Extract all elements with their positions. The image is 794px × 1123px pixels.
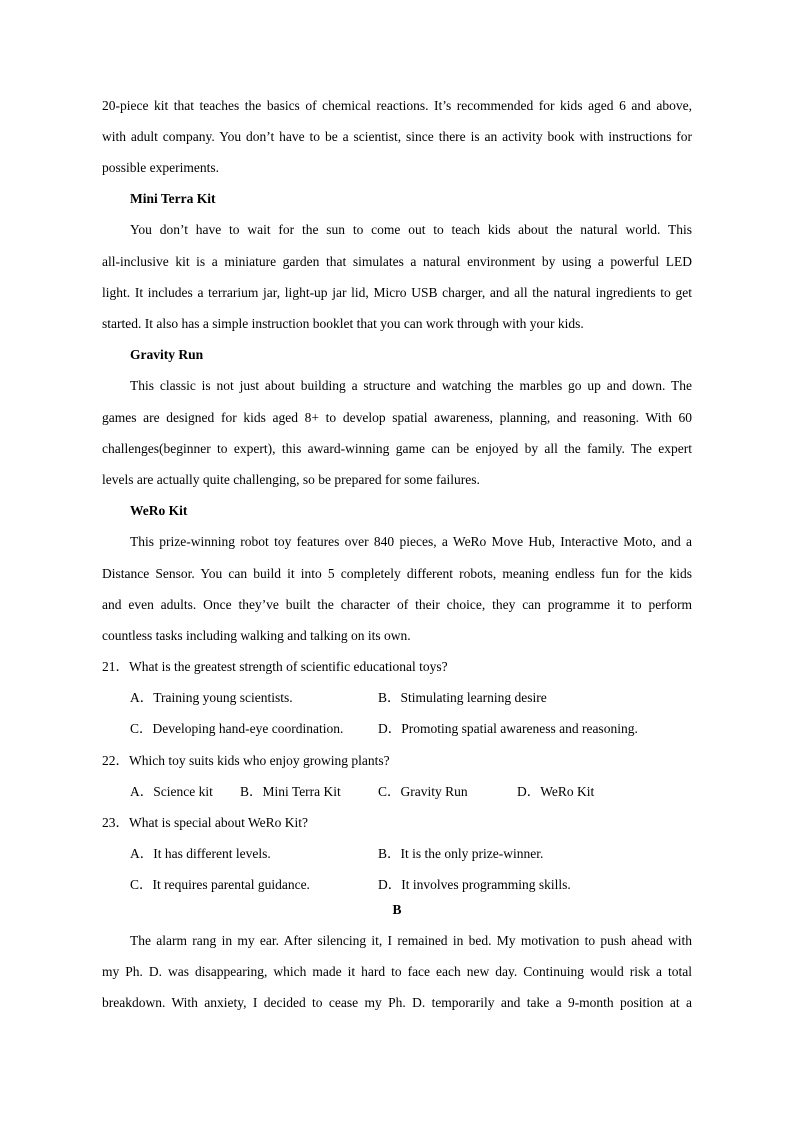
paragraph-science-kit-line-1: 20-piece kit that teaches the basics of chemical reactions. It’s recommended for kids aged 6 and above, (102, 98, 692, 113)
paragraph-mini-terra-line-2: all-inclusive kit is a miniature garden that simulates a natural environment by using a powerful LED (102, 254, 692, 269)
question-21-option-b[interactable]: B．Stimulating learning desire (378, 690, 547, 705)
heading-gravity-run: Gravity Run (130, 347, 204, 362)
passage-b-line-1: The alarm rang in my ear. After silencing it, I remained in bed. My motivation to push ahead with (130, 933, 692, 948)
question-22-option-b[interactable]: B．Mini Terra Kit (240, 784, 341, 799)
paragraph-mini-terra-line-3: light. It includes a terrarium jar, light-up jar lid, Micro USB charger, and all the natural ingredients to get (102, 285, 692, 300)
paragraph-wero-line-4: countless tasks including walking and talking on its own. (102, 628, 411, 643)
question-22-option-a[interactable]: A．Science kit (130, 784, 213, 799)
paragraph-wero-line-1: This prize-winning robot toy features over 840 pieces, a WeRo Move Hub, Interactive Moto, and a (130, 534, 692, 549)
question-21-option-a[interactable]: A．Training young scientists. (130, 690, 293, 705)
question-21-stem: 21．What is the greatest strength of scientific educational toys? (102, 659, 448, 674)
question-22-option-d[interactable]: D．WeRo Kit (517, 784, 595, 799)
question-23-stem: 23．What is special about WeRo Kit? (102, 815, 308, 830)
paragraph-mini-terra-line-4: started. It also has a simple instruction booklet that you can work through with your kids. (102, 316, 584, 331)
question-23-option-c[interactable]: C．It requires parental guidance. (130, 877, 310, 892)
question-21-option-d[interactable]: D．Promoting spatial awareness and reasoning. (378, 721, 638, 736)
paragraph-gravity-run-line-2: games are designed for kids aged 8+ to develop spatial awareness, planning, and reasoning. With 60 (102, 410, 692, 425)
question-22-option-c[interactable]: C．Gravity Run (378, 784, 468, 799)
paragraph-wero-line-2: Distance Sensor. You can build it into 5 completely different robots, meaning endless fun for the kids (102, 566, 692, 581)
paragraph-science-kit-line-2: with adult company. You don’t have to be a scientist, since there is an activity book with instructions for (102, 129, 692, 144)
paragraph-mini-terra-line-1: You don’t have to wait for the sun to come out to teach kids about the natural world. This (130, 222, 692, 237)
question-23-option-d[interactable]: D．It involves programming skills. (378, 877, 571, 892)
paragraph-gravity-run-line-1: This classic is not just about building a structure and watching the marbles go up and down. The (130, 378, 692, 393)
passage-b-line-3: breakdown. With anxiety, I decided to cease my Ph. D. temporarily and take a 9-month position at a (102, 995, 692, 1010)
paragraph-gravity-run-line-3: challenges(beginner to expert), this award-winning game can be enjoyed by all the family. The expert (102, 441, 692, 456)
heading-wero-kit: WeRo Kit (130, 503, 188, 518)
paragraph-gravity-run-line-4: levels are actually quite challenging, so be prepared for some failures. (102, 472, 480, 487)
question-21-option-c[interactable]: C．Developing hand-eye coordination. (130, 721, 344, 736)
paragraph-wero-line-3: and even adults. Once they’ve built the character of their choice, they can programme it to perform (102, 597, 692, 612)
question-23-option-a[interactable]: A．It has different levels. (130, 846, 271, 861)
question-22-stem: 22．Which toy suits kids who enjoy growing plants? (102, 753, 390, 768)
paragraph-science-kit-line-3: possible experiments. (102, 160, 219, 175)
section-b-heading: B (392, 902, 402, 917)
question-23-option-b[interactable]: B．It is the only prize-winner. (378, 846, 544, 861)
passage-b-line-2: my Ph. D. was disappearing, which made it hard to face each new day. Continuing would risk a total (102, 964, 692, 979)
heading-mini-terra-kit: Mini Terra Kit (130, 191, 216, 206)
